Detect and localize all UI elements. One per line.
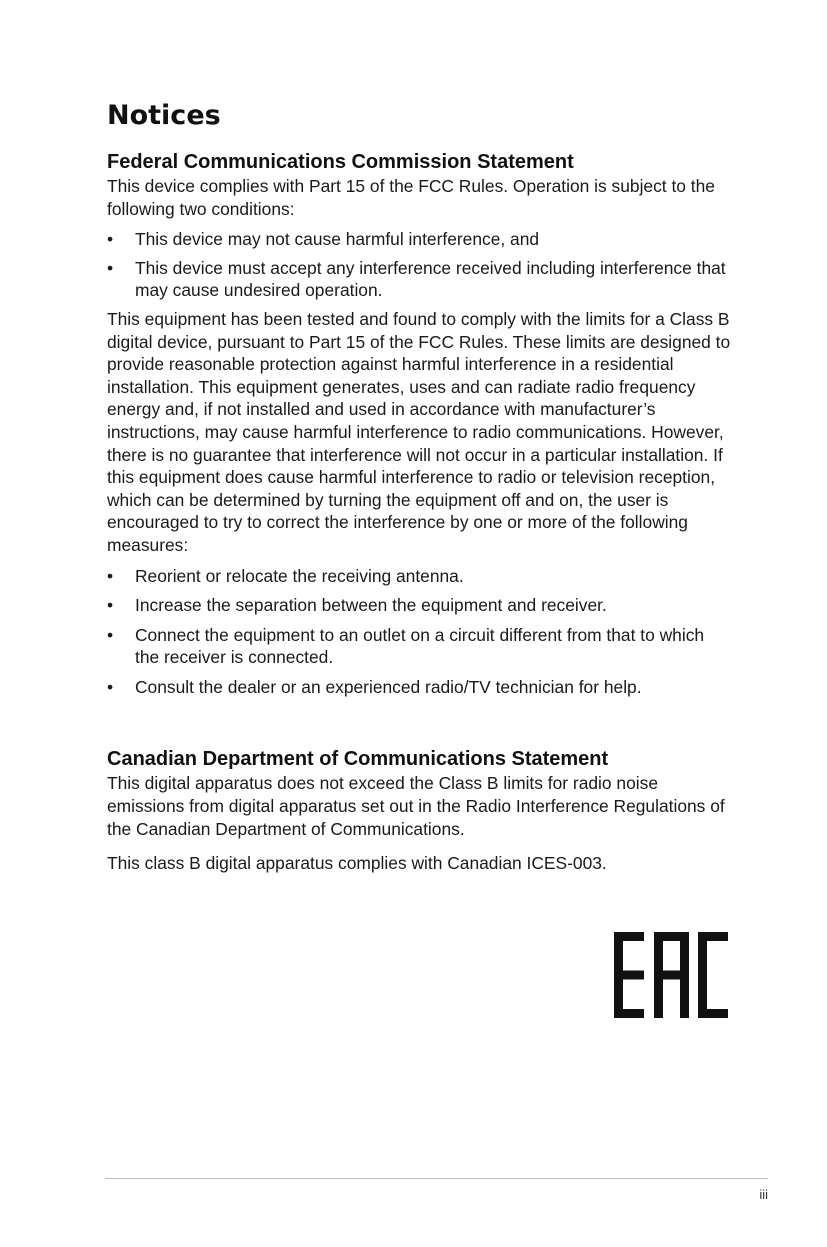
notices-content (107, 149, 732, 875)
bullet-icon: • (107, 229, 114, 250)
page-title: Notices (107, 100, 221, 131)
fcc-conditions-list (107, 228, 732, 302)
bullet-icon: • (107, 676, 114, 697)
fcc-intro: This device complies with Part 15 of the FCC Rules. Operation is subject to the following two conditions: (107, 176, 715, 219)
fcc-body: This equipment has been tested and found to comply with the limits for a Class B digital device, pursuant to Part 15 of the FCC Rules. These limits are designed to provide reasonable protection against harmful interference in a residential installation. This equipment generates, uses and can radiate radio frequency energy and, if not installed and used in accordance with manufacturer’s instructions, may cause harmful interference to radio communications. However, there is no guarantee that interference will not occur in a particular installation. If this equipment does cause harmful interference to radio or television reception, which can be determined by turning the equipment off and on, the user is encouraged to try to correct the interference by one or more of the following measures: (107, 308, 731, 555)
eac-mark-svg (614, 932, 728, 1018)
measure-text: Increase the separation between the equipment and receiver. (135, 595, 607, 616)
fcc-measures-list (107, 565, 732, 699)
eac-conformity-mark-icon (614, 932, 728, 1018)
list-item (107, 676, 732, 699)
list-item (107, 257, 732, 302)
canada-para-1: This digital apparatus does not exceed the Class B limits for radio noise emissions from digital apparatus set out in the Radio Interference Regulations of the Canadian Department of Communications. (107, 773, 725, 839)
measure-text: Connect the equipment to an outlet on a circuit different from that to which the receiver is connected. (135, 624, 705, 668)
footer-divider (105, 1178, 768, 1179)
bullet-icon: • (107, 565, 114, 586)
page-number: iii (759, 1187, 768, 1202)
condition-text: This device may not cause harmful interference, and (135, 229, 540, 250)
fcc-heading: Federal Communications Commission Statement (107, 151, 574, 173)
measure-text: Reorient or relocate the receiving antenna. (135, 565, 464, 586)
list-item (107, 565, 732, 588)
canada-heading: Canadian Department of Communications Statement (107, 748, 609, 771)
list-item (107, 624, 732, 669)
canada-para-2: This class B digital apparatus complies with Canadian ICES-003. (107, 853, 607, 874)
condition-text: This device must accept any interference received including interference that may cause undesired operation. (135, 257, 726, 301)
list-item (107, 228, 732, 251)
list-item (107, 594, 732, 617)
bullet-icon: • (107, 595, 114, 616)
bullet-icon: • (107, 257, 114, 278)
bullet-icon: • (107, 624, 114, 645)
measure-text: Consult the dealer or an experienced radio/TV technician for help. (135, 676, 642, 697)
